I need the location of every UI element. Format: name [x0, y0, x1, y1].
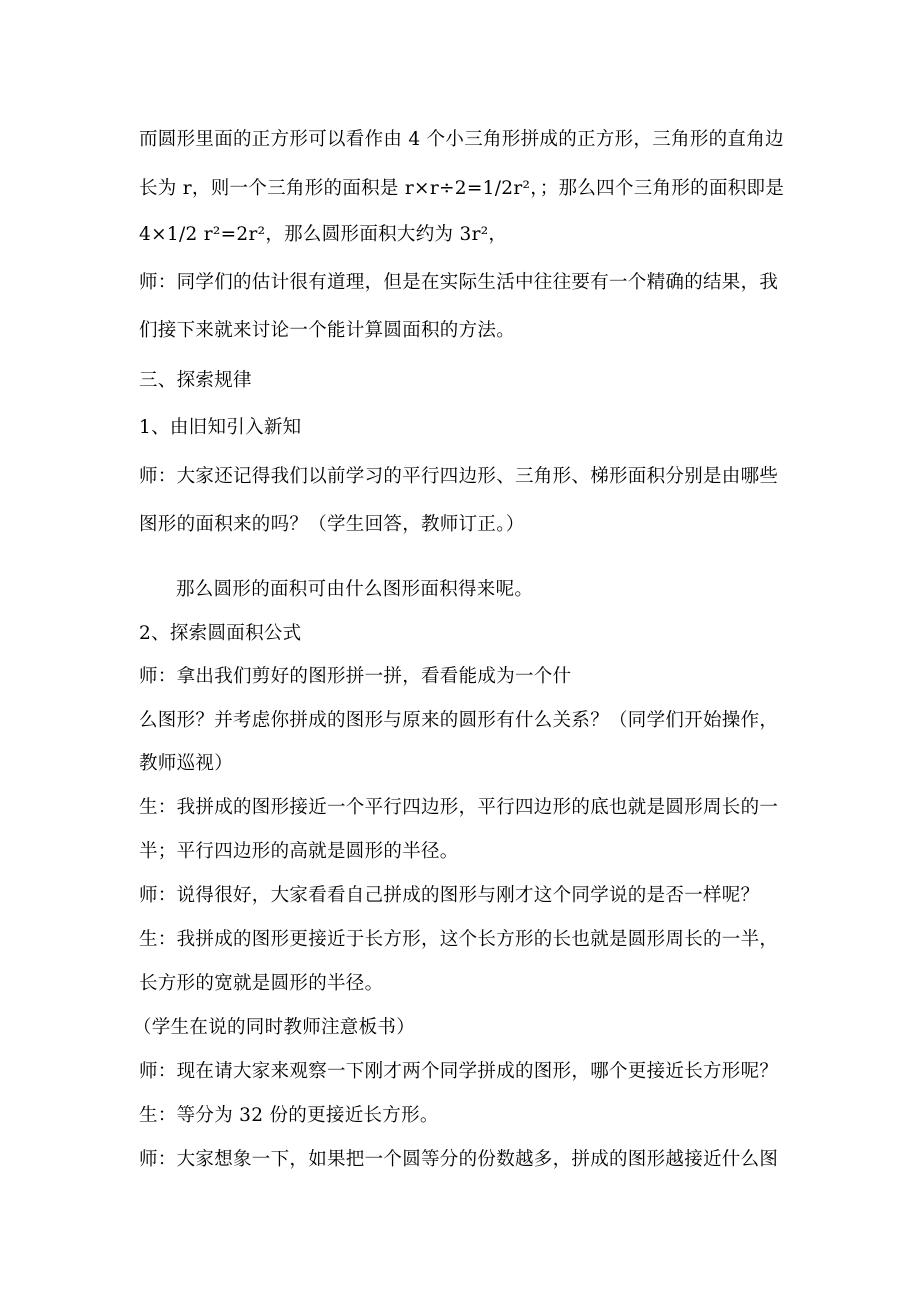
paragraph-line: 师：同学们的估计很有道理，但是在实际生活中往往要有一个精确的结果，我 [139, 272, 779, 293]
subsection-heading: 2、探索圆面积公式 [139, 623, 302, 644]
paragraph-line: 图形的面积来的吗？（学生回答，教师订正。） [139, 514, 525, 535]
paragraph-line: 教师巡视） [139, 753, 234, 774]
paragraph-line: 师：说得很好，大家看看自己拼成的图形与刚才这个同学说的是否一样呢？ [139, 885, 760, 906]
paragraph-line: 生：我拼成的图形更接近于长方形，这个长方形的长也就是圆形周长的一半， [139, 929, 779, 950]
paragraph-line: 长方形的宽就是圆形的半径。 [139, 973, 384, 994]
paragraph-line: 生：我拼成的图形接近一个平行四边形，平行四边形的底也就是圆形周长的一 [139, 797, 779, 818]
paragraph-line: 4×1/2 r²=2r²，那么圆形面积大约为 3r²， [139, 224, 508, 245]
paragraph-line: 师：大家还记得我们以前学习的平行四边形、三角形、梯形面积分别是由哪些 [139, 466, 779, 487]
paragraph-line: 师：大家想象一下，如果把一个圆等分的份数越多，拼成的图形越接近什么图 [139, 1149, 779, 1170]
paragraph-line: 长为 r，则一个三角形的面积是 r×r÷2=1/2r²，；那么四个三角形的面积即是 [139, 178, 785, 199]
paragraph-line: 师：拿出我们剪好的图形拼一拼，看看能成为一个什 [139, 666, 572, 687]
paragraph-line: 生：等分为 32 份的更接近长方形。 [139, 1105, 439, 1126]
paragraph-line: 而圆形里面的正方形可以看作由 4 个小三角形拼成的正方形，三角形的直角边 [139, 129, 784, 150]
subsection-heading: 1、由旧知引入新知 [139, 417, 302, 438]
paragraph-line: 那么圆形的面积可由什么图形面积得来呢。 [176, 579, 534, 600]
paragraph-line: 半；平行四边形的高就是圆形的半径。 [139, 841, 459, 862]
paragraph-line: 师：现在请大家来观察一下刚才两个同学拼成的图形，哪个更接近长方形呢？ [139, 1061, 779, 1082]
section-heading: 三、探索规律 [139, 370, 252, 391]
paragraph-line: 们接下来就来讨论一个能计算圆面积的方法。 [139, 320, 516, 341]
paragraph-line: （学生在说的同时教师注意板书） [133, 1017, 416, 1038]
paragraph-line: 么图形？并考虑你拼成的图形与原来的圆形有什么关系？（同学们开始操作， [139, 710, 779, 731]
